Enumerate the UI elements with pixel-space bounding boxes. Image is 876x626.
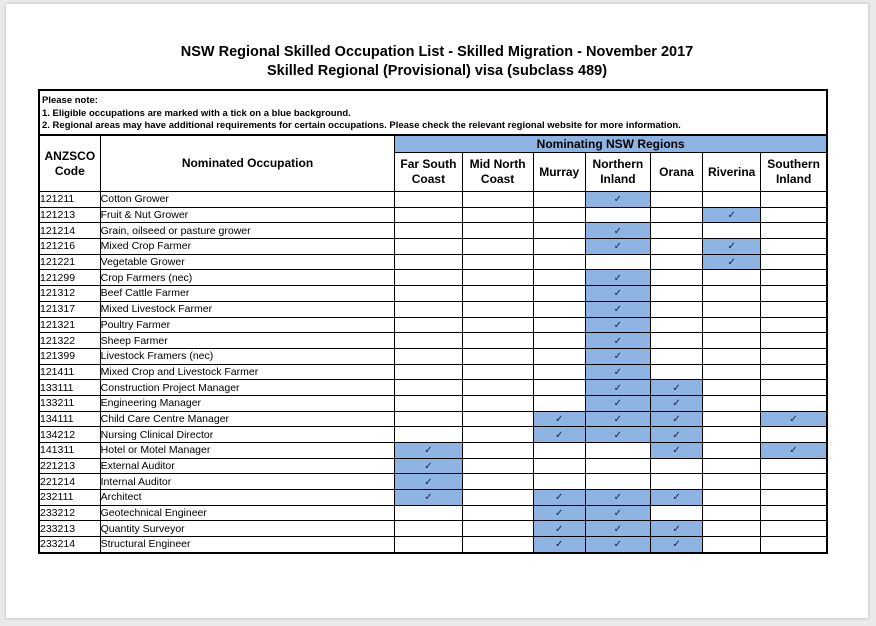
region-cell xyxy=(395,286,462,302)
region-cell xyxy=(761,474,827,490)
region-cell xyxy=(395,411,462,427)
nominating-regions-header: Nominating NSW Regions xyxy=(395,135,827,153)
region-header-1: Far South Coast xyxy=(395,153,462,192)
region-cell xyxy=(585,301,650,317)
region-cell xyxy=(650,443,702,459)
region-cell xyxy=(703,207,761,223)
region-cell xyxy=(761,348,827,364)
region-cell xyxy=(761,505,827,521)
tick-icon: ✓ xyxy=(672,413,681,425)
region-header-6: Riverina xyxy=(703,153,761,192)
anzsco-code-cell: 121214 xyxy=(39,223,100,239)
region-cell xyxy=(395,270,462,286)
region-cell xyxy=(650,286,702,302)
tick-icon: ✓ xyxy=(613,225,623,237)
region-cell xyxy=(650,207,702,223)
region-cell xyxy=(650,411,702,427)
region-cell xyxy=(462,537,533,553)
region-cell xyxy=(585,411,650,427)
region-cell xyxy=(650,458,702,474)
tick-icon: ✓ xyxy=(613,508,623,520)
table-row xyxy=(39,490,827,506)
anzsco-code-cell: 221214 xyxy=(39,474,100,490)
occupation-cell: Child Care Centre Manager xyxy=(100,411,395,427)
tick-icon: ✓ xyxy=(727,257,736,269)
region-header-4: Northern Inland xyxy=(585,153,650,192)
region-cell xyxy=(650,427,702,443)
region-cell xyxy=(462,411,533,427)
region-cell xyxy=(761,411,827,427)
region-cell xyxy=(462,380,533,396)
table-row xyxy=(39,207,827,223)
region-cell xyxy=(650,239,702,255)
region-cell xyxy=(585,443,650,459)
region-cell xyxy=(585,239,650,255)
table-row xyxy=(39,192,827,208)
region-cell xyxy=(650,521,702,537)
region-cell xyxy=(703,458,761,474)
region-cell xyxy=(462,443,533,459)
tick-icon: ✓ xyxy=(613,304,623,316)
table-row xyxy=(39,333,827,349)
region-cell xyxy=(585,364,650,380)
region-cell xyxy=(703,443,761,459)
region-cell xyxy=(703,395,761,411)
tick-icon: ✓ xyxy=(613,492,623,504)
region-cell xyxy=(533,348,585,364)
region-cell xyxy=(761,395,827,411)
region-cell xyxy=(650,490,702,506)
region-cell xyxy=(395,207,462,223)
anzsco-code-cell: 121312 xyxy=(39,286,100,302)
table-row xyxy=(39,286,827,302)
region-cell xyxy=(395,333,462,349)
tick-icon: ✓ xyxy=(613,241,623,253)
occupation-cell: Cotton Grower xyxy=(100,192,395,208)
tick-icon: ✓ xyxy=(672,398,681,410)
region-cell xyxy=(395,505,462,521)
anzsco-code-cell: 233214 xyxy=(39,537,100,553)
region-cell xyxy=(533,270,585,286)
region-cell xyxy=(462,427,533,443)
region-cell xyxy=(533,443,585,459)
region-cell xyxy=(462,254,533,270)
region-cell xyxy=(761,239,827,255)
region-cell xyxy=(585,286,650,302)
tick-icon: ✓ xyxy=(613,398,623,410)
tick-icon: ✓ xyxy=(555,492,564,504)
region-cell xyxy=(650,364,702,380)
region-cell xyxy=(585,254,650,270)
region-cell xyxy=(585,333,650,349)
region-cell xyxy=(650,537,702,553)
region-cell xyxy=(761,458,827,474)
table-row xyxy=(39,411,827,427)
region-cell xyxy=(462,364,533,380)
region-cell xyxy=(585,505,650,521)
region-cell xyxy=(462,286,533,302)
tick-icon: ✓ xyxy=(672,539,681,551)
region-cell xyxy=(585,395,650,411)
tick-icon: ✓ xyxy=(613,539,623,551)
region-cell xyxy=(703,286,761,302)
tick-icon: ✓ xyxy=(672,429,681,441)
region-cell xyxy=(533,521,585,537)
region-cell xyxy=(761,427,827,443)
region-cell xyxy=(395,192,462,208)
region-cell xyxy=(761,192,827,208)
region-cell xyxy=(703,427,761,443)
tick-icon: ✓ xyxy=(613,351,623,363)
region-cell xyxy=(533,207,585,223)
tick-icon: ✓ xyxy=(613,335,623,347)
anzsco-code-cell: 121216 xyxy=(39,239,100,255)
region-cell xyxy=(395,254,462,270)
document-subtitle: Skilled Regional (Provisional) visa (subclass 489) xyxy=(266,63,608,79)
region-cell xyxy=(585,458,650,474)
region-cell xyxy=(395,474,462,490)
region-cell xyxy=(650,317,702,333)
tick-icon: ✓ xyxy=(424,445,433,457)
region-cell xyxy=(533,537,585,553)
region-cell xyxy=(462,270,533,286)
tick-icon: ✓ xyxy=(613,319,623,331)
region-cell xyxy=(533,317,585,333)
region-cell xyxy=(703,270,761,286)
occupation-cell: Engineering Manager xyxy=(100,395,395,411)
notes-line-1: 1. Eligible occupations are marked with a tick on a blue background. xyxy=(42,107,351,119)
region-cell xyxy=(585,521,650,537)
table-row xyxy=(39,537,827,553)
region-cell xyxy=(650,254,702,270)
occupation-cell: Poultry Farmer xyxy=(100,317,395,333)
region-cell xyxy=(585,317,650,333)
region-header-3: Murray xyxy=(533,153,585,192)
region-cell xyxy=(585,223,650,239)
region-cell xyxy=(761,317,827,333)
region-cell xyxy=(533,333,585,349)
anzsco-code-cell: 121317 xyxy=(39,301,100,317)
region-cell xyxy=(761,490,827,506)
region-cell xyxy=(395,239,462,255)
tick-icon: ✓ xyxy=(555,429,564,441)
region-cell xyxy=(462,239,533,255)
region-cell xyxy=(395,380,462,396)
region-cell xyxy=(533,301,585,317)
region-header-5: Orana xyxy=(650,153,702,192)
tick-icon: ✓ xyxy=(789,413,798,425)
region-cell xyxy=(395,301,462,317)
occupation-cell: Structural Engineer xyxy=(100,537,395,553)
region-cell xyxy=(761,537,827,553)
table-row xyxy=(39,348,827,364)
region-cell xyxy=(533,474,585,490)
region-cell xyxy=(585,490,650,506)
tick-icon: ✓ xyxy=(727,210,736,222)
region-cell xyxy=(650,505,702,521)
region-cell xyxy=(650,301,702,317)
region-cell xyxy=(395,223,462,239)
anzsco-code-cell: 121411 xyxy=(39,364,100,380)
region-cell xyxy=(462,521,533,537)
region-cell xyxy=(703,474,761,490)
region-cell xyxy=(703,411,761,427)
region-cell xyxy=(533,223,585,239)
occupation-cell: Geotechnical Engineer xyxy=(100,505,395,521)
region-cell xyxy=(703,301,761,317)
tick-icon: ✓ xyxy=(555,539,564,551)
region-cell xyxy=(462,348,533,364)
anzsco-code-cell: 233212 xyxy=(39,505,100,521)
anzsco-code-cell: 121299 xyxy=(39,270,100,286)
table-row xyxy=(39,223,827,239)
occupation-cell: Internal Auditor xyxy=(100,474,395,490)
region-cell xyxy=(650,223,702,239)
anzsco-code-cell: 121321 xyxy=(39,317,100,333)
notes-heading: Please note: xyxy=(42,95,98,106)
occupation-cell: Sheep Farmer xyxy=(100,333,395,349)
notes-line-2: 2. Regional areas may have additional requirements for certain occupations. Please check the relevant regional website for more information. xyxy=(42,120,681,131)
table-row xyxy=(39,395,827,411)
anzsco-code-cell: 134111 xyxy=(39,411,100,427)
table-row xyxy=(39,364,827,380)
region-cell xyxy=(703,505,761,521)
region-cell xyxy=(462,505,533,521)
region-cell xyxy=(585,537,650,553)
anzsco-code-cell: 221213 xyxy=(39,458,100,474)
tick-icon: ✓ xyxy=(613,288,623,300)
tick-icon: ✓ xyxy=(672,492,681,504)
region-cell xyxy=(703,333,761,349)
tick-icon: ✓ xyxy=(672,382,681,394)
anzsco-code-cell: 133111 xyxy=(39,380,100,396)
region-header-7: Southern Inland xyxy=(761,153,827,192)
region-cell xyxy=(761,333,827,349)
tick-icon: ✓ xyxy=(555,508,564,520)
anzsco-code-cell: 233213 xyxy=(39,521,100,537)
region-cell xyxy=(585,207,650,223)
region-cell xyxy=(395,521,462,537)
tick-icon: ✓ xyxy=(424,476,433,488)
region-cell xyxy=(703,223,761,239)
anzsco-code-cell: 121399 xyxy=(39,348,100,364)
region-cell xyxy=(585,427,650,443)
region-cell xyxy=(761,380,827,396)
region-cell xyxy=(533,490,585,506)
tick-icon: ✓ xyxy=(613,413,623,425)
region-cell xyxy=(761,207,827,223)
anzsco-code-cell: 133211 xyxy=(39,395,100,411)
region-cell xyxy=(462,333,533,349)
region-cell xyxy=(395,427,462,443)
region-cell xyxy=(703,348,761,364)
region-cell xyxy=(462,301,533,317)
region-cell xyxy=(761,254,827,270)
region-cell xyxy=(761,223,827,239)
anzsco-code-cell: 141311 xyxy=(39,443,100,459)
anzsco-code-header: ANZSCO Code xyxy=(39,135,100,192)
occupation-cell: Architect xyxy=(100,490,395,506)
region-cell xyxy=(533,427,585,443)
occupation-cell: Beef Cattle Farmer xyxy=(100,286,395,302)
region-cell xyxy=(395,364,462,380)
anzsco-code-cell: 121211 xyxy=(39,192,100,208)
table-row xyxy=(39,443,827,459)
occupation-cell: Nursing Clinical Director xyxy=(100,427,395,443)
region-cell xyxy=(585,192,650,208)
region-cell xyxy=(533,505,585,521)
table-row xyxy=(39,458,827,474)
region-cell xyxy=(761,443,827,459)
region-cell xyxy=(703,364,761,380)
region-cell xyxy=(462,223,533,239)
tick-icon: ✓ xyxy=(672,523,681,535)
table-row xyxy=(39,427,827,443)
table-row xyxy=(39,474,827,490)
notes-box xyxy=(38,89,828,134)
region-cell xyxy=(703,537,761,553)
anzsco-code-cell: 134212 xyxy=(39,427,100,443)
tick-icon: ✓ xyxy=(613,429,623,441)
tick-icon: ✓ xyxy=(613,272,623,284)
table-row xyxy=(39,521,827,537)
anzsco-code-cell: 121221 xyxy=(39,254,100,270)
tick-icon: ✓ xyxy=(613,366,623,378)
region-cell xyxy=(462,490,533,506)
region-cell xyxy=(462,458,533,474)
region-cell xyxy=(650,380,702,396)
tick-icon: ✓ xyxy=(555,413,564,425)
tick-icon: ✓ xyxy=(555,523,564,535)
region-cell xyxy=(703,254,761,270)
region-cell xyxy=(533,239,585,255)
occupation-cell: Fruit & Nut Grower xyxy=(100,207,395,223)
region-cell xyxy=(650,270,702,286)
region-cell xyxy=(585,380,650,396)
region-cell xyxy=(761,286,827,302)
region-cell xyxy=(650,333,702,349)
region-cell xyxy=(462,207,533,223)
region-cell xyxy=(761,301,827,317)
occupation-cell: Vegetable Grower xyxy=(100,254,395,270)
region-cell xyxy=(462,192,533,208)
occupation-cell: Crop Farmers (nec) xyxy=(100,270,395,286)
table-row xyxy=(39,380,827,396)
occupation-cell: Quantity Surveyor xyxy=(100,521,395,537)
region-cell xyxy=(585,474,650,490)
occupation-table xyxy=(38,134,828,554)
region-cell xyxy=(650,395,702,411)
occupation-cell: Livestock Framers (nec) xyxy=(100,348,395,364)
table-row xyxy=(39,301,827,317)
occupation-cell: External Auditor xyxy=(100,458,395,474)
region-cell xyxy=(533,411,585,427)
region-cell xyxy=(395,490,462,506)
region-header-2: Mid North Coast xyxy=(462,153,533,192)
occupation-cell: Mixed Livestock Farmer xyxy=(100,301,395,317)
region-cell xyxy=(395,317,462,333)
table-row xyxy=(39,239,827,255)
region-cell xyxy=(703,490,761,506)
nominated-occupation-header: Nominated Occupation xyxy=(100,135,395,192)
region-cell xyxy=(533,192,585,208)
occupation-cell: Construction Project Manager xyxy=(100,380,395,396)
region-cell xyxy=(703,521,761,537)
tick-icon: ✓ xyxy=(613,523,623,535)
region-cell xyxy=(761,364,827,380)
region-cell xyxy=(395,537,462,553)
region-cell xyxy=(533,458,585,474)
region-cell xyxy=(395,458,462,474)
occupation-cell: Mixed Crop and Livestock Farmer xyxy=(100,364,395,380)
region-cell xyxy=(395,395,462,411)
tick-icon: ✓ xyxy=(789,445,798,457)
table-row xyxy=(39,317,827,333)
region-cell xyxy=(533,364,585,380)
region-cell xyxy=(650,192,702,208)
region-cell xyxy=(462,474,533,490)
document-title: NSW Regional Skilled Occupation List - Skilled Migration - November 2017 xyxy=(180,44,694,60)
anzsco-code-cell: 121213 xyxy=(39,207,100,223)
region-cell xyxy=(395,348,462,364)
document-page xyxy=(6,4,868,618)
region-cell xyxy=(585,348,650,364)
region-cell xyxy=(533,380,585,396)
table-row xyxy=(39,270,827,286)
table-row xyxy=(39,505,827,521)
region-cell xyxy=(703,317,761,333)
region-cell xyxy=(650,348,702,364)
region-cell xyxy=(462,317,533,333)
tick-icon: ✓ xyxy=(613,382,623,394)
table-row xyxy=(39,254,827,270)
region-cell xyxy=(761,521,827,537)
region-cell xyxy=(761,270,827,286)
occupation-cell: Mixed Crop Farmer xyxy=(100,239,395,255)
region-cell xyxy=(703,380,761,396)
region-cell xyxy=(703,239,761,255)
region-cell xyxy=(533,254,585,270)
region-cell xyxy=(585,270,650,286)
anzsco-code-cell: 232111 xyxy=(39,490,100,506)
region-cell xyxy=(703,192,761,208)
occupation-cell: Grain, oilseed or pasture grower xyxy=(100,223,395,239)
tick-icon: ✓ xyxy=(424,461,433,473)
tick-icon: ✓ xyxy=(727,241,736,253)
tick-icon: ✓ xyxy=(613,194,623,206)
tick-icon: ✓ xyxy=(424,492,433,504)
region-cell xyxy=(462,395,533,411)
anzsco-code-cell: 121322 xyxy=(39,333,100,349)
region-cell xyxy=(650,474,702,490)
region-cell xyxy=(533,286,585,302)
tick-icon: ✓ xyxy=(672,445,681,457)
occupation-cell: Hotel or Motel Manager xyxy=(100,443,395,459)
region-cell xyxy=(395,443,462,459)
region-cell xyxy=(533,395,585,411)
